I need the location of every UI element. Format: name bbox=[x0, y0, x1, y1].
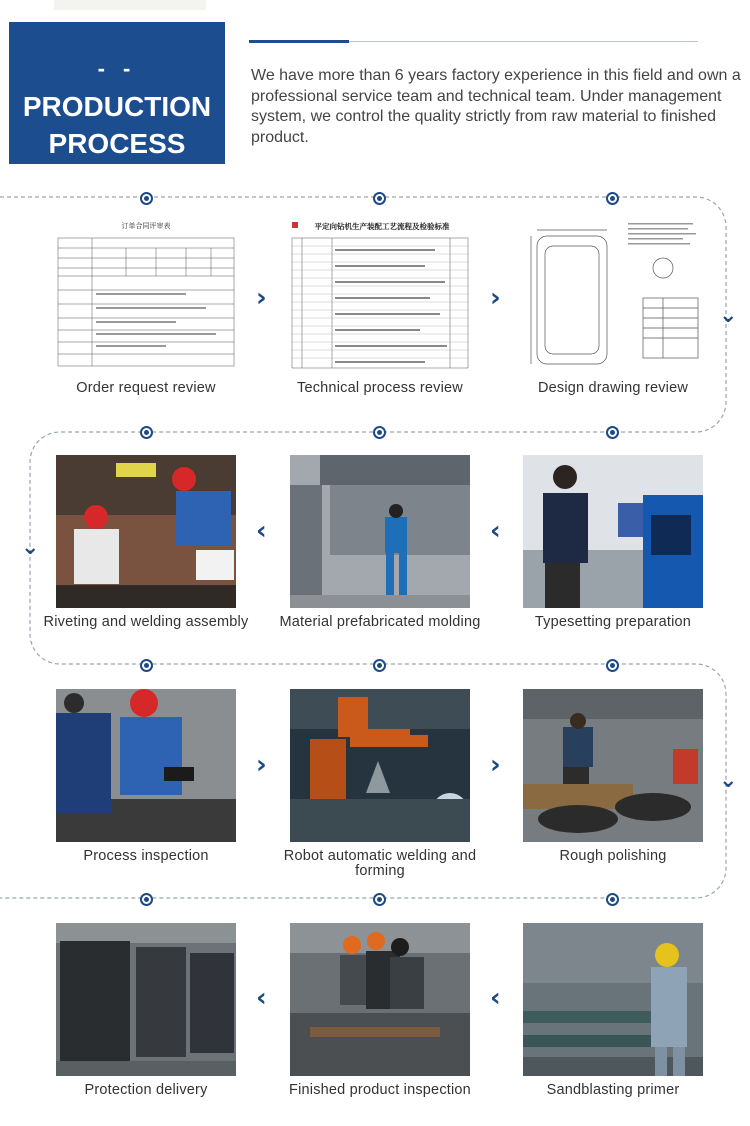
step-caption: Typesetting preparation bbox=[534, 614, 692, 630]
step-caption: Robot automatic welding and forming bbox=[283, 848, 477, 879]
step-caption: Technical process review bbox=[297, 380, 463, 396]
chevron-right-icon: › bbox=[490, 750, 501, 780]
typesetting-photo bbox=[523, 455, 703, 608]
step-caption: Finished product inspection bbox=[289, 1082, 471, 1098]
technical-process-document bbox=[290, 218, 470, 371]
design-drawing bbox=[523, 218, 703, 371]
protection-delivery-photo bbox=[56, 923, 236, 1076]
press-brake-photo bbox=[290, 455, 470, 608]
title-line-1: PRODUCTION bbox=[22, 91, 212, 122]
step-caption: Material prefabricated molding bbox=[279, 614, 481, 630]
flow-dot bbox=[373, 893, 386, 906]
intro-text: We have more than 6 years factory experience in this field and own a professional service team and technical team. Under management system, we control the quality strictly from raw material to finished product. bbox=[251, 67, 741, 146]
riveting-welding-photo bbox=[56, 455, 236, 608]
chevron-down-icon: ⌄ bbox=[719, 768, 738, 793]
rough-polishing-photo bbox=[523, 689, 703, 842]
title-line-2: PROCESS bbox=[48, 128, 186, 159]
step-caption: Process inspection bbox=[83, 848, 209, 864]
step-caption: Rough polishing bbox=[559, 848, 667, 864]
title-dash: - - bbox=[97, 56, 137, 81]
step-caption: Riveting and welding assembly bbox=[43, 614, 249, 630]
step-caption: Order request review bbox=[76, 380, 216, 396]
tech-doc-title: 平定向钻机生产装配工艺流程及检验标准 bbox=[314, 222, 450, 231]
chevron-right-icon: › bbox=[490, 283, 501, 313]
flow-dot bbox=[606, 426, 619, 439]
robot-welding-photo bbox=[290, 689, 470, 842]
flow-dot bbox=[140, 659, 153, 672]
flow-dot bbox=[140, 893, 153, 906]
chevron-down-icon: ⌄ bbox=[21, 535, 40, 560]
flow-dot bbox=[140, 426, 153, 439]
order-request-document bbox=[56, 218, 236, 371]
flow-dot bbox=[606, 192, 619, 205]
step-caption: Design drawing review bbox=[537, 380, 689, 396]
step-caption: Protection delivery bbox=[84, 1082, 208, 1098]
order-doc-title: 订单合同评审表 bbox=[121, 222, 171, 230]
chevron-right-icon: › bbox=[256, 283, 267, 313]
flow-dot bbox=[373, 192, 386, 205]
step-caption: Sandblasting primer bbox=[546, 1082, 680, 1098]
flow-dot bbox=[140, 192, 153, 205]
sandblasting-photo bbox=[523, 923, 703, 1076]
flow-dot bbox=[373, 659, 386, 672]
chevron-right-icon: › bbox=[256, 750, 267, 780]
chevron-left-icon: ‹ bbox=[490, 983, 501, 1013]
chevron-left-icon: ‹ bbox=[490, 516, 501, 546]
chevron-left-icon: ‹ bbox=[256, 516, 267, 546]
chevron-down-icon: ⌄ bbox=[719, 303, 738, 328]
chevron-left-icon: ‹ bbox=[256, 983, 267, 1013]
flow-dot bbox=[606, 659, 619, 672]
flow-dot bbox=[606, 893, 619, 906]
finished-inspection-photo bbox=[290, 923, 470, 1076]
process-inspection-photo bbox=[56, 689, 236, 842]
flow-dot bbox=[373, 426, 386, 439]
